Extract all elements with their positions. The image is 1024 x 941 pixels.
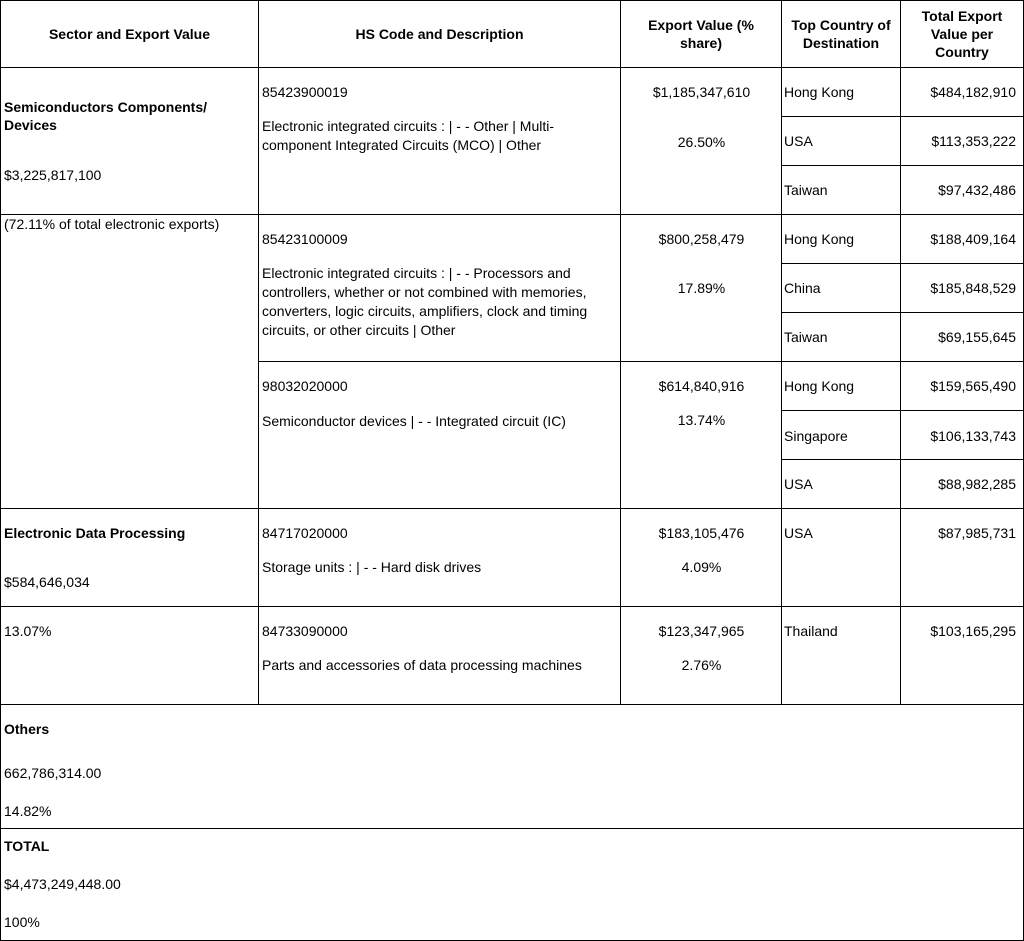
edp-sector-cell [1, 509, 259, 607]
hs-cell [259, 215, 621, 362]
country-value: $106,133,743 [930, 428, 1016, 444]
hs-description: Semiconductor devices | - - Integrated circuit (IC) [262, 413, 566, 429]
country-name: Singapore [784, 428, 848, 444]
export-value-cell [621, 362, 782, 509]
export-share: 17.89% [677, 280, 726, 296]
country-value-cell [901, 607, 1024, 705]
country-name: USA [784, 133, 813, 149]
country-cell [782, 166, 901, 215]
export-share: 13.74% [677, 412, 726, 428]
country-value: $97,432,486 [938, 182, 1016, 198]
country-value-cell [901, 313, 1024, 362]
country-value: $484,182,910 [930, 84, 1016, 100]
country-name: Taiwan [784, 182, 828, 198]
hs-code: 84733090000 [262, 623, 348, 639]
hs-description: Parts and accessories of data processing machines [262, 657, 582, 673]
hs-cell [259, 68, 621, 215]
country-value: $159,565,490 [930, 378, 1016, 394]
export-share: 2.76% [681, 657, 722, 673]
hs-code: 85423900019 [262, 84, 348, 100]
hs-description: Storage units : | - - Hard disk drives [262, 559, 482, 575]
header-total-per-country: Total Export Value per Country [901, 1, 1024, 68]
edp-share-cell [1, 607, 259, 705]
total-value: $4,473,249,448.00 [4, 876, 121, 892]
export-value: $1,185,347,610 [652, 84, 751, 100]
country-value: $69,155,645 [938, 329, 1016, 345]
hs-cell [259, 607, 621, 705]
total-title: TOTAL [4, 838, 50, 854]
country-name: China [784, 280, 821, 296]
country-value: $113,353,222 [931, 133, 1016, 149]
country-name: USA [784, 476, 813, 492]
country-value-cell [901, 68, 1024, 117]
header-top-country: Top Country of Destination [782, 1, 901, 68]
semi-value: $3,225,817,100 [4, 167, 102, 183]
country-name: Hong Kong [784, 378, 855, 394]
header-export-value: Export Value (% share) [621, 1, 782, 68]
total-cell [1, 829, 1024, 941]
country-value-cell [901, 215, 1024, 264]
export-share: 26.50% [677, 134, 726, 150]
header-sector: Sector and Export Value [1, 1, 259, 68]
country-cell [782, 215, 901, 264]
others-value: 662,786,314.00 [4, 765, 102, 781]
total-share: 100% [4, 914, 40, 930]
export-value: $183,105,476 [658, 525, 745, 541]
country-name: Taiwan [784, 329, 828, 345]
hs-code: 98032020000 [262, 378, 348, 394]
table-row [1, 509, 1024, 607]
others-title: Others [4, 721, 50, 737]
country-cell [782, 117, 901, 166]
country-value: $188,409,164 [930, 231, 1016, 247]
country-value-cell [901, 166, 1024, 215]
table-row [1, 215, 1024, 264]
country-value-cell [901, 509, 1024, 607]
edp-value: $584,646,034 [4, 574, 90, 590]
hs-description: Electronic integrated circuits : | - - Other | Multi-component Integrated Circuits (MCO) | Other [262, 118, 555, 153]
country-value-cell [901, 117, 1024, 166]
semi-note-cell [1, 215, 259, 509]
country-name: Hong Kong [784, 231, 855, 247]
export-value-cell [621, 509, 782, 607]
hs-code: 84717020000 [262, 525, 348, 541]
hs-code: 85423100009 [262, 231, 348, 247]
header-row [1, 1, 1024, 68]
country-cell [782, 362, 901, 411]
edp-share: 13.07% [4, 623, 52, 639]
total-row [1, 829, 1024, 941]
export-value: $800,258,479 [658, 231, 745, 247]
country-name: Hong Kong [784, 84, 855, 100]
hs-description: Electronic integrated circuits : | - - Processors and controllers, whether or not combined with memories, converters, logic circuits, amplifiers, clock and timing circuits, or other circuits | Other [262, 265, 588, 338]
others-row [1, 705, 1024, 829]
export-value: $123,347,965 [658, 623, 745, 639]
country-cell [782, 68, 901, 117]
country-value-cell [901, 460, 1024, 509]
hs-cell [259, 509, 621, 607]
country-value: $87,985,731 [938, 525, 1016, 541]
semi-note: (72.11% of total electronic exports) [4, 216, 220, 232]
country-value-cell [901, 362, 1024, 411]
country-cell [782, 509, 901, 607]
country-value-cell [901, 264, 1024, 313]
edp-title: Electronic Data Processing [4, 525, 186, 541]
country-value: $88,982,285 [938, 476, 1016, 492]
country-cell [782, 411, 901, 460]
export-value-cell [621, 607, 782, 705]
semi-title: Semiconductors Components/ Devices [4, 99, 208, 133]
country-cell [782, 460, 901, 509]
others-cell [1, 705, 1024, 829]
hs-cell [259, 362, 621, 509]
export-value: $614,840,916 [658, 378, 745, 394]
export-value-cell [621, 68, 782, 215]
header-hs-code: HS Code and Description [259, 1, 621, 68]
others-share: 14.82% [4, 803, 52, 819]
table-row [1, 607, 1024, 705]
country-cell [782, 607, 901, 705]
country-name: Thailand [784, 623, 838, 639]
country-value: $103,165,295 [930, 623, 1016, 639]
country-name: USA [784, 525, 813, 541]
country-value: $185,848,529 [930, 280, 1016, 296]
country-cell [782, 313, 901, 362]
export-share: 4.09% [681, 559, 722, 575]
table-row [1, 68, 1024, 117]
semi-sector-cell [1, 68, 259, 215]
country-value-cell [901, 411, 1024, 460]
export-value-cell [621, 215, 782, 362]
country-cell [782, 264, 901, 313]
